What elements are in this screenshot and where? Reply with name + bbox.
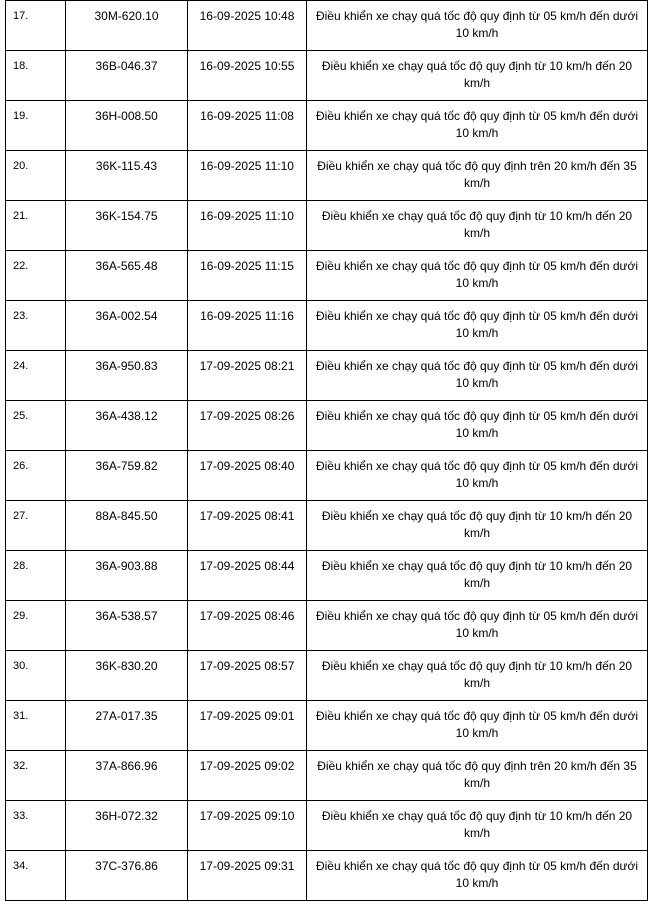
- license-plate: 30M-620.10: [66, 1, 188, 51]
- license-plate: 36A-759.82: [66, 451, 188, 501]
- violation-time: 17-09-2025 09:31: [188, 851, 307, 901]
- table-row: [6, 301, 648, 351]
- violation-description: Điều khiển xe chạy quá tốc độ quy định từ 10 km/h đến 20 km/h: [307, 801, 648, 851]
- table-row: [6, 101, 648, 151]
- row-number: 31.: [6, 701, 66, 751]
- violation-time: 17-09-2025 08:46: [188, 601, 307, 651]
- license-plate: 88A-845.50: [66, 501, 188, 551]
- violation-time: 16-09-2025 11:08: [188, 101, 307, 151]
- table-row: [6, 501, 648, 551]
- row-number: 19.: [6, 101, 66, 151]
- table-row: [6, 751, 648, 801]
- table-row: [6, 1, 648, 51]
- violation-description: Điều khiển xe chạy quá tốc độ quy định từ 05 km/h đến dưới 10 km/h: [307, 101, 648, 151]
- violation-time: 17-09-2025 08:44: [188, 551, 307, 601]
- violation-time: 17-09-2025 08:26: [188, 401, 307, 451]
- violation-description: Điều khiển xe chạy quá tốc độ quy định từ 05 km/h đến dưới 10 km/h: [307, 251, 648, 301]
- row-number: 22.: [6, 251, 66, 301]
- violation-time: 17-09-2025 08:21: [188, 351, 307, 401]
- row-number: 21.: [6, 201, 66, 251]
- row-number: 29.: [6, 601, 66, 651]
- table-row: [6, 801, 648, 851]
- row-number: 26.: [6, 451, 66, 501]
- table-row: [6, 551, 648, 601]
- violation-description: Điều khiển xe chạy quá tốc độ quy định trên 20 km/h đến 35 km/h: [307, 751, 648, 801]
- license-plate: 36B-046.37: [66, 51, 188, 101]
- violation-description: Điều khiển xe chạy quá tốc độ quy định từ 10 km/h đến 20 km/h: [307, 201, 648, 251]
- row-number: 34.: [6, 851, 66, 901]
- violation-description: Điều khiển xe chạy quá tốc độ quy định từ 05 km/h đến dưới 10 km/h: [307, 701, 648, 751]
- table-row: [6, 401, 648, 451]
- license-plate: 27A-017.35: [66, 701, 188, 751]
- license-plate: 37C-376.86: [66, 851, 188, 901]
- violation-description: Điều khiển xe chạy quá tốc độ quy định từ 05 km/h đến dưới 10 km/h: [307, 451, 648, 501]
- row-number: 24.: [6, 351, 66, 401]
- row-number: 30.: [6, 651, 66, 701]
- violation-time: 17-09-2025 09:02: [188, 751, 307, 801]
- violation-description: Điều khiển xe chạy quá tốc độ quy định từ 05 km/h đến dưới 10 km/h: [307, 301, 648, 351]
- license-plate: 36K-115.43: [66, 151, 188, 201]
- license-plate: 36K-830.20: [66, 651, 188, 701]
- violation-time: 16-09-2025 11:15: [188, 251, 307, 301]
- violation-description: Điều khiển xe chạy quá tốc độ quy định từ 05 km/h đến dưới 10 km/h: [307, 351, 648, 401]
- table-row: [6, 51, 648, 101]
- row-number: 33.: [6, 801, 66, 851]
- license-plate: 36A-438.12: [66, 401, 188, 451]
- row-number: 18.: [6, 51, 66, 101]
- violation-time: 17-09-2025 08:41: [188, 501, 307, 551]
- table-row: [6, 351, 648, 401]
- row-number: 23.: [6, 301, 66, 351]
- table-row: [6, 601, 648, 651]
- license-plate: 36A-950.83: [66, 351, 188, 401]
- violation-description: Điều khiển xe chạy quá tốc độ quy định từ 10 km/h đến 20 km/h: [307, 651, 648, 701]
- license-plate: 36A-565.48: [66, 251, 188, 301]
- violation-description: Điều khiển xe chạy quá tốc độ quy định từ 05 km/h đến dưới 10 km/h: [307, 851, 648, 901]
- violation-description: Điều khiển xe chạy quá tốc độ quy định từ 05 km/h đến dưới 10 km/h: [307, 1, 648, 51]
- license-plate: 36A-002.54: [66, 301, 188, 351]
- violation-time: 17-09-2025 08:40: [188, 451, 307, 501]
- violation-description: Điều khiển xe chạy quá tốc độ quy định trên 20 km/h đến 35 km/h: [307, 151, 648, 201]
- license-plate: 36K-154.75: [66, 201, 188, 251]
- license-plate: 36H-072.32: [66, 801, 188, 851]
- violation-description: Điều khiển xe chạy quá tốc độ quy định từ 10 km/h đến 20 km/h: [307, 51, 648, 101]
- license-plate: 36A-538.57: [66, 601, 188, 651]
- row-number: 20.: [6, 151, 66, 201]
- violation-description: Điều khiển xe chạy quá tốc độ quy định từ 10 km/h đến 20 km/h: [307, 551, 648, 601]
- violation-time: 17-09-2025 09:01: [188, 701, 307, 751]
- row-number: 17.: [6, 1, 66, 51]
- license-plate: 36A-903.88: [66, 551, 188, 601]
- violation-time: 17-09-2025 09:10: [188, 801, 307, 851]
- table-row: [6, 851, 648, 901]
- row-number: 32.: [6, 751, 66, 801]
- table-row: [6, 451, 648, 501]
- table-row: [6, 701, 648, 751]
- violation-description: Điều khiển xe chạy quá tốc độ quy định từ 05 km/h đến dưới 10 km/h: [307, 401, 648, 451]
- table-row: [6, 251, 648, 301]
- table-row: [6, 201, 648, 251]
- violation-time: 17-09-2025 08:57: [188, 651, 307, 701]
- violations-table-body: [6, 1, 648, 901]
- row-number: 27.: [6, 501, 66, 551]
- row-number: 28.: [6, 551, 66, 601]
- violation-description: Điều khiển xe chạy quá tốc độ quy định từ 05 km/h đến dưới 10 km/h: [307, 601, 648, 651]
- violation-time: 16-09-2025 10:48: [188, 1, 307, 51]
- violations-table: [5, 0, 648, 901]
- violation-time: 16-09-2025 10:55: [188, 51, 307, 101]
- license-plate: 36H-008.50: [66, 101, 188, 151]
- violation-description: Điều khiển xe chạy quá tốc độ quy định từ 10 km/h đến 20 km/h: [307, 501, 648, 551]
- table-row: [6, 651, 648, 701]
- violation-time: 16-09-2025 11:16: [188, 301, 307, 351]
- license-plate: 37A-866.96: [66, 751, 188, 801]
- row-number: 25.: [6, 401, 66, 451]
- violation-time: 16-09-2025 11:10: [188, 201, 307, 251]
- table-row: [6, 151, 648, 201]
- violation-time: 16-09-2025 11:10: [188, 151, 307, 201]
